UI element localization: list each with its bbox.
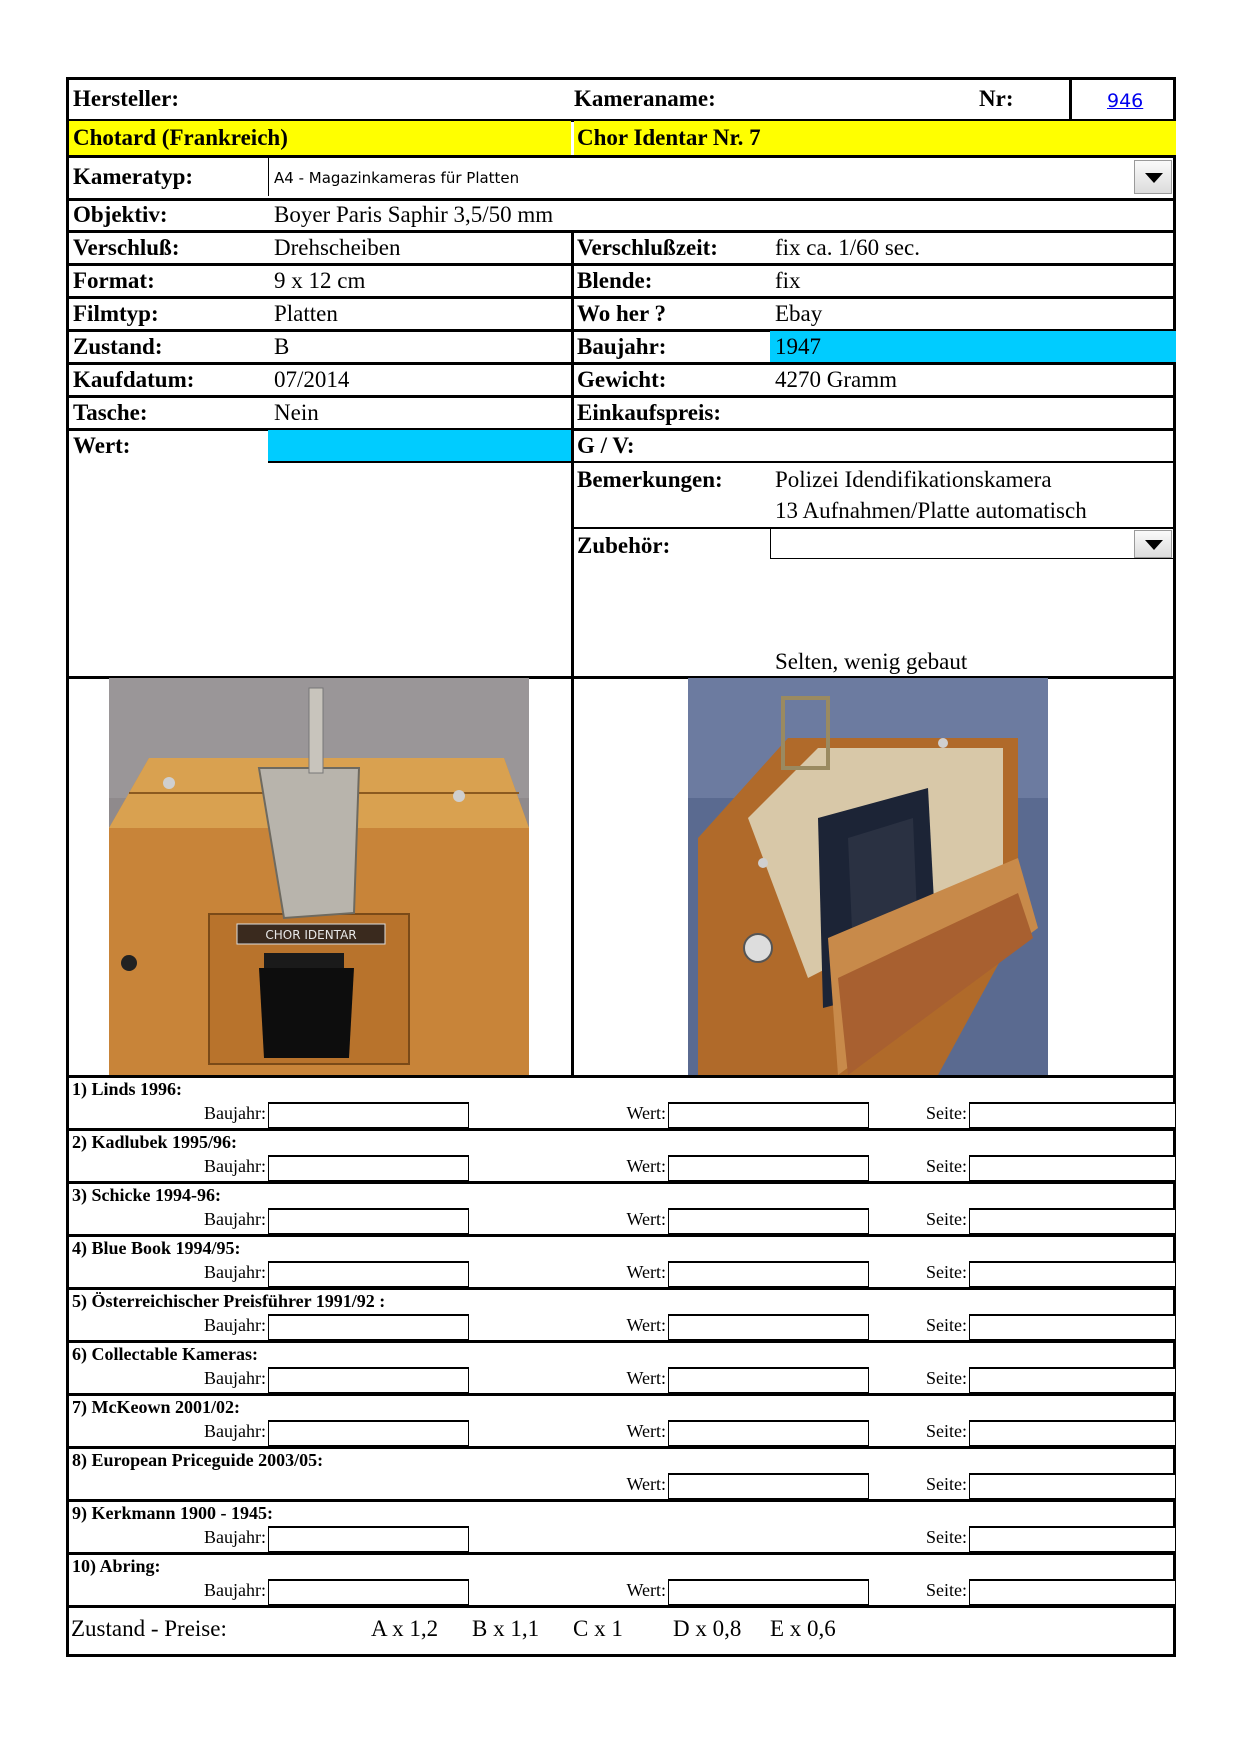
camera-record-sheet: [66, 77, 1176, 1657]
baujahr-label: Baujahr:: [204, 1580, 266, 1600]
wert-ref-input[interactable]: [668, 1261, 869, 1287]
baujahr-label: Baujahr:: [204, 1262, 266, 1282]
tasche-value: Nein: [274, 400, 319, 425]
gewicht-label: Gewicht:: [577, 367, 667, 392]
nr-link[interactable]: 946: [1107, 90, 1144, 112]
filmtyp-value: Platten: [274, 301, 338, 326]
wert-ref-input[interactable]: [668, 1155, 869, 1181]
row-divider: [69, 1287, 1173, 1290]
format-label: Format:: [73, 268, 155, 293]
wert-ref-input[interactable]: [668, 1314, 869, 1340]
seite-input[interactable]: [969, 1314, 1176, 1340]
footer-item-c: C x 1: [573, 1616, 623, 1641]
wert-ref-input[interactable]: [668, 1367, 869, 1393]
baujahr-input[interactable]: [268, 1579, 469, 1605]
baujahr-input[interactable]: [268, 1367, 469, 1393]
row-divider: [69, 1605, 1173, 1608]
wert-ref-input[interactable]: [668, 1579, 869, 1605]
zubehoer-label: Zubehör:: [577, 533, 671, 558]
row-divider: [69, 1234, 1173, 1237]
wert-ref-label: Wert:: [626, 1156, 666, 1176]
bemerkungen-line2: 13 Aufnahmen/Platte automatisch: [775, 498, 1087, 523]
seite-input[interactable]: [969, 1102, 1176, 1128]
kaufdatum-label: Kaufdatum:: [73, 367, 195, 392]
baujahr-label: Baujahr:: [204, 1209, 266, 1229]
reference-title: 9) Kerkmann 1900 - 1945:: [72, 1503, 273, 1523]
seite-input[interactable]: [969, 1526, 1176, 1552]
blende-value: fix: [775, 268, 801, 293]
baujahr-input[interactable]: [268, 1102, 469, 1128]
seite-label: Seite:: [926, 1580, 967, 1600]
row-divider: [69, 1446, 1173, 1449]
nameplate-text: CHOR IDENTAR: [265, 928, 357, 942]
seite-input[interactable]: [969, 1208, 1176, 1234]
wert-ref-label: Wert:: [626, 1368, 666, 1388]
zustand-label: Zustand:: [73, 334, 163, 359]
gewicht-value: 4270 Gramm: [775, 367, 898, 392]
footer-label: Zustand - Preise:: [71, 1616, 227, 1641]
wert-ref-label: Wert:: [626, 1209, 666, 1229]
seite-input[interactable]: [969, 1261, 1176, 1287]
seite-input[interactable]: [969, 1420, 1176, 1446]
einkaufspreis-label: Einkaufspreis:: [577, 400, 722, 425]
seite-label: Seite:: [926, 1368, 967, 1388]
kameraname-label: Kameraname:: [574, 86, 716, 111]
baujahr-value: 1947: [775, 334, 821, 359]
wert-ref-label: Wert:: [626, 1580, 666, 1600]
wert-ref-label: Wert:: [626, 1421, 666, 1441]
wert-label: Wert:: [73, 433, 131, 458]
woher-label: Wo her ?: [577, 301, 667, 326]
baujahr-input[interactable]: [268, 1314, 469, 1340]
reference-title: 4) Blue Book 1994/95:: [72, 1238, 241, 1258]
kameraname-value: Chor Identar Nr. 7: [577, 125, 761, 150]
baujahr-label: Baujahr:: [204, 1103, 266, 1123]
kameratyp-value: A4 - Magazinkameras für Platten: [274, 169, 520, 187]
baujahr-highlight: [770, 331, 1176, 362]
bemerkungen-line1: Polizei Idendifikationskamera: [775, 467, 1052, 492]
baujahr-input[interactable]: [268, 1155, 469, 1181]
wert-ref-label: Wert:: [626, 1315, 666, 1335]
verschlusszeit-label: Verschlußzeit:: [577, 235, 718, 260]
objektiv-value: Boyer Paris Saphir 3,5/50 mm: [274, 202, 554, 227]
seite-input[interactable]: [969, 1155, 1176, 1181]
verschluss-label: Verschluß:: [73, 235, 180, 260]
hersteller-value: Chotard (Frankreich): [73, 125, 288, 150]
wert-ref-input[interactable]: [668, 1208, 869, 1234]
baujahr-input[interactable]: [268, 1261, 469, 1287]
kameratyp-dropdown-button[interactable]: [1134, 160, 1172, 194]
reference-title: 5) Österreichischer Preisführer 1991/92 :: [72, 1291, 386, 1311]
footer-item-a: A x 1,2: [371, 1616, 439, 1641]
wert-ref-label: Wert:: [626, 1103, 666, 1123]
camera-photo-front: [109, 678, 529, 1075]
reference-title: 2) Kadlubek 1995/96:: [72, 1132, 238, 1152]
kaufdatum-value: 07/2014: [274, 367, 350, 392]
reference-title: 1) Linds 1996:: [72, 1079, 183, 1099]
seite-label: Seite:: [926, 1209, 967, 1229]
wert-ref-label: Wert:: [626, 1262, 666, 1282]
zubehoer-dropdown[interactable]: [770, 529, 1176, 559]
seite-label: Seite:: [926, 1421, 967, 1441]
wert-ref-input[interactable]: [668, 1420, 869, 1446]
reference-title: 3) Schicke 1994-96:: [72, 1185, 221, 1205]
seite-label: Seite:: [926, 1156, 967, 1176]
camera-photo-open: [688, 678, 1048, 1075]
wert-ref-input[interactable]: [668, 1102, 869, 1128]
baujahr-input[interactable]: [268, 1208, 469, 1234]
chevron-down-icon: [1145, 173, 1163, 183]
kameratyp-label: Kameratyp:: [73, 164, 194, 189]
seite-input[interactable]: [969, 1367, 1176, 1393]
woher-value: Ebay: [775, 301, 823, 326]
chevron-down-icon: [1145, 540, 1163, 550]
footer-item-d: D x 0,8: [673, 1616, 742, 1641]
seite-label: Seite:: [926, 1527, 967, 1547]
wert-ref-label: Wert:: [626, 1474, 666, 1494]
format-value: 9 x 12 cm: [274, 268, 366, 293]
gv-label: G / V:: [577, 433, 635, 458]
verschlusszeit-value: fix ca. 1/60 sec.: [775, 235, 920, 260]
row-divider: [69, 1128, 1173, 1131]
wert-value-cell: [268, 430, 571, 461]
verschluss-value: Drehscheiben: [274, 235, 401, 260]
seite-label: Seite:: [926, 1315, 967, 1335]
baujahr-label: Baujahr:: [577, 334, 667, 359]
baujahr-label: Baujahr:: [204, 1421, 266, 1441]
baujahr-label: Baujahr:: [204, 1156, 266, 1176]
wert-ref-input[interactable]: [668, 1473, 869, 1499]
row-divider: [69, 1552, 1173, 1555]
zubehoer-dropdown-button[interactable]: [1134, 530, 1172, 558]
seite-label: Seite:: [926, 1103, 967, 1123]
seite-label: Seite:: [926, 1262, 967, 1282]
bemerkungen-label: Bemerkungen:: [577, 467, 723, 492]
reference-title: 7) McKeown 2001/02:: [72, 1397, 240, 1417]
footer-item-e: E x 0,6: [770, 1616, 836, 1641]
footer-item-b: B x 1,1: [472, 1616, 540, 1641]
seite-input[interactable]: [969, 1579, 1176, 1605]
hersteller-label: Hersteller:: [73, 86, 179, 111]
baujahr-label: Baujahr:: [204, 1527, 266, 1547]
baujahr-label: Baujahr:: [204, 1368, 266, 1388]
objektiv-label: Objektiv:: [73, 202, 168, 227]
row-divider: [69, 1340, 1173, 1343]
reference-title: 8) European Priceguide 2003/05:: [72, 1450, 324, 1470]
reference-title: 10) Abring:: [72, 1556, 161, 1576]
seite-input[interactable]: [969, 1473, 1176, 1499]
zustand-value: B: [274, 334, 290, 359]
seite-label: Seite:: [926, 1474, 967, 1494]
note-text: Selten, wenig gebaut: [775, 649, 968, 674]
row-divider: [69, 1499, 1173, 1502]
tasche-label: Tasche:: [73, 400, 148, 425]
nr-label: Nr:: [979, 86, 1014, 111]
reference-title: 6) Collectable Kameras:: [72, 1344, 258, 1364]
filmtyp-label: Filmtyp:: [73, 301, 159, 326]
row-divider: [69, 1181, 1173, 1184]
baujahr-label: Baujahr:: [204, 1315, 266, 1335]
row-divider: [69, 1393, 1173, 1396]
blende-label: Blende:: [577, 268, 653, 293]
baujahr-input[interactable]: [268, 1420, 469, 1446]
baujahr-input[interactable]: [268, 1526, 469, 1552]
